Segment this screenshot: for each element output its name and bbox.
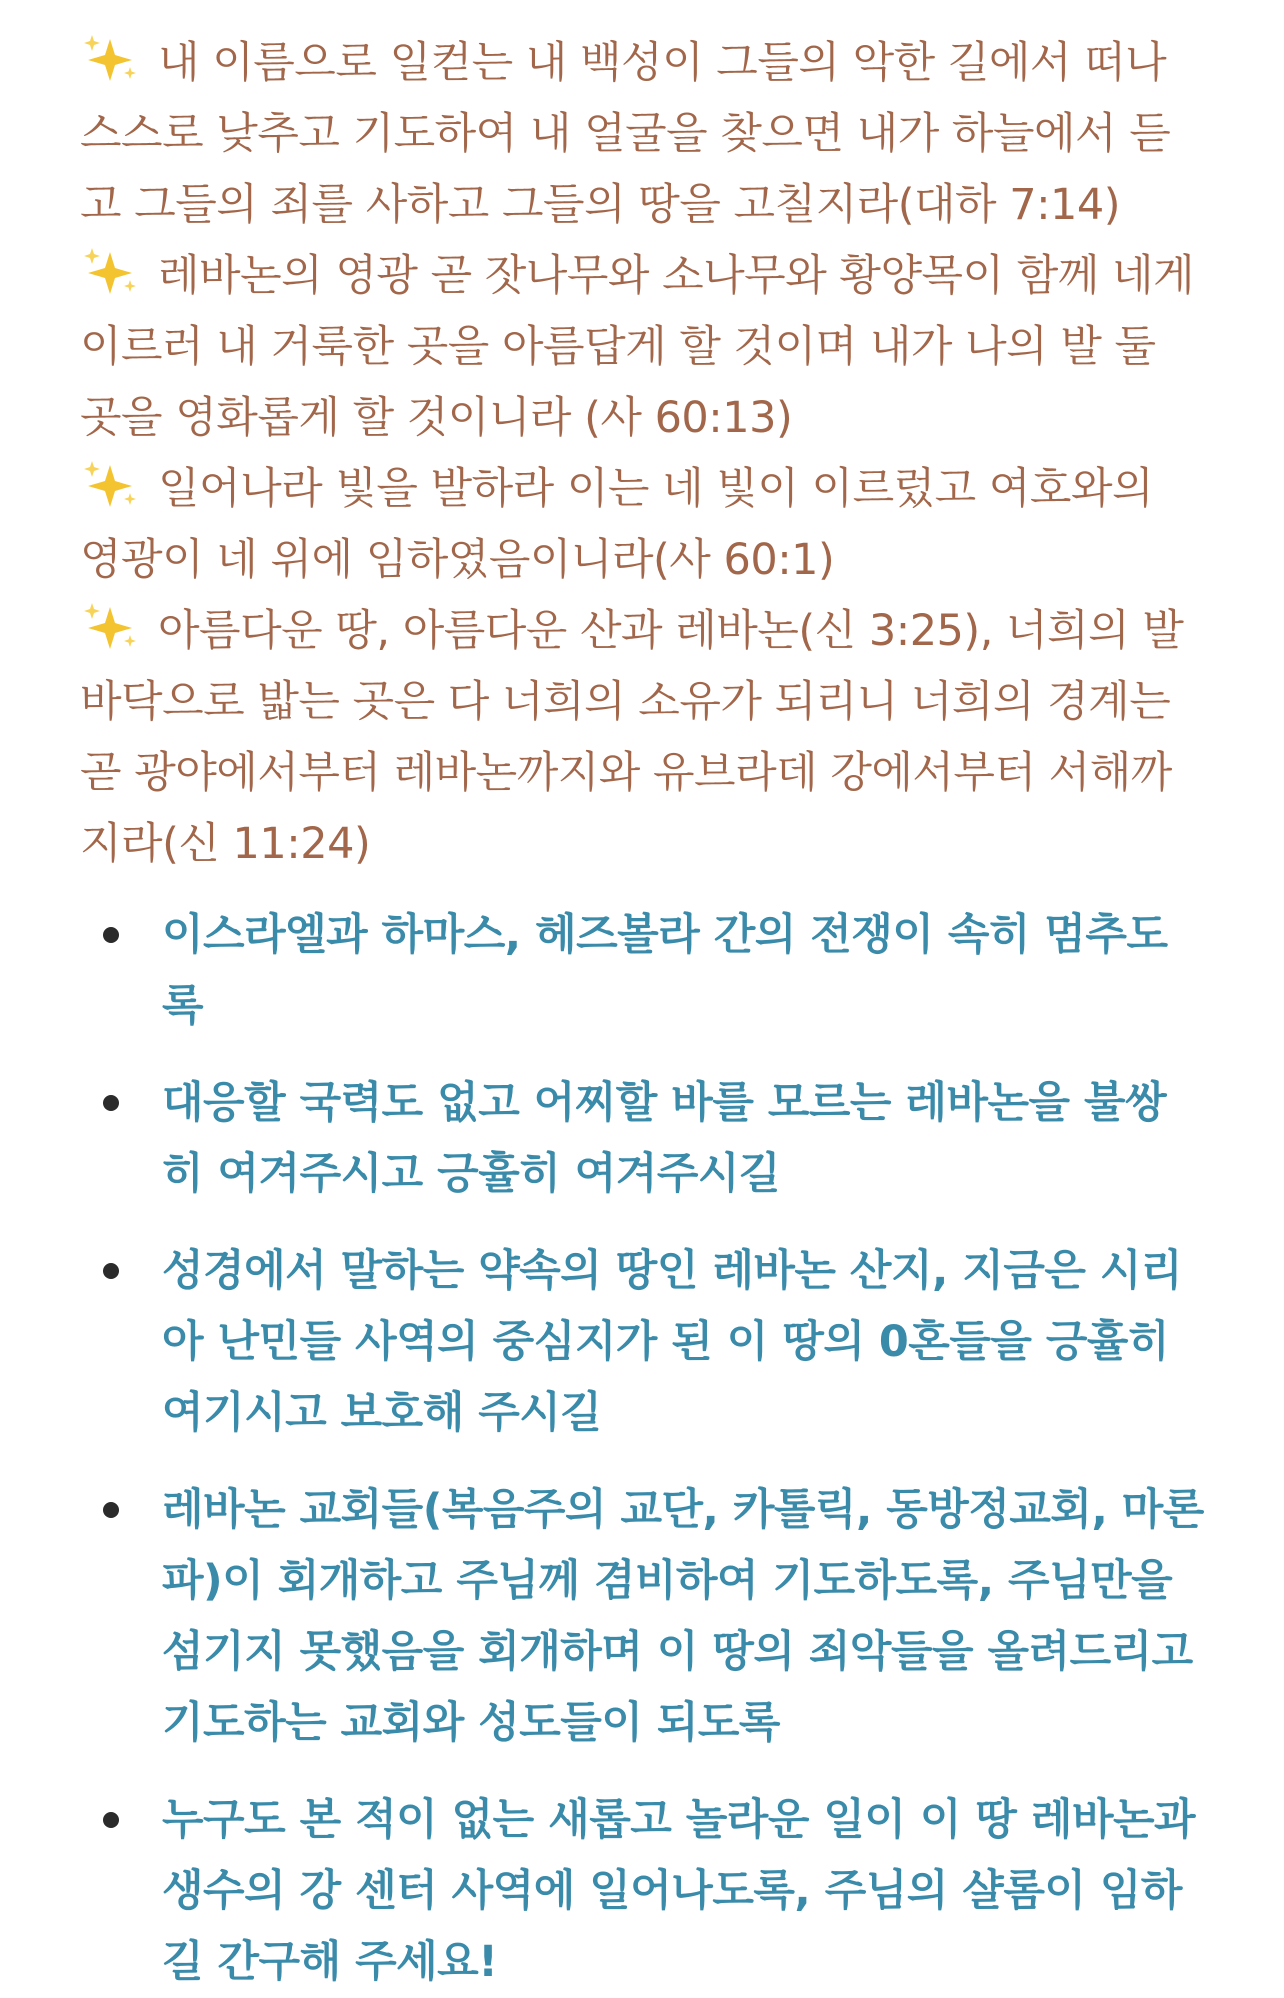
bullet-icon [103,1263,119,1279]
prayer-text: 대응할 국력도 없고 어찌할 바를 모르는 레바논을 불쌍히 여겨주시고 긍휼히 여겨주시길 [162,1078,1167,1199]
prayer-text: 성경에서 말하는 약속의 땅인 레바논 산지, 지금은 시리아 난민들 사역의 중심지가 된 이 땅의 0혼들을 긍휼히 여기시고 보호해 주시길 [162,1246,1182,1438]
prayer-text: 누구도 본 적이 없는 새롭고 놀라운 일이 이 땅 레바논과 생수의 강 센터 사역에 일어나도록, 주님의 샬롬이 임하길 간구해 주세요! [162,1795,1196,1987]
verse-text: 내 이름으로 일컫는 내 백성이 그들의 악한 길에서 떠나 스스로 낮추고 기도하여 내 얼굴을 찾으면 내가 하늘에서 듣고 그들의 죄를 사하고 그들의 땅을 고칠지라(대하 7:14) [80,38,1171,230]
verse-text: 일어나라 빛을 발하라 이는 네 빛이 이르렀고 여호와의 영광이 네 위에 임하였음이니라(사 60:1) [80,464,1154,585]
verse-item [80,28,1204,241]
prayer-text: 레바논 교회들(복음주의 교단, 카톨릭, 동방정교회, 마론파)이 회개하고 주님께 겸비하여 기도하도록, 주님만을 섬기지 못했음을 회개하며 이 땅의 죄악들을 올려드리고 기도하는 교회와 성도들이 되도록 [162,1485,1204,1748]
sparkles-icon [80,33,140,85]
sparkles-icon [80,601,140,653]
sparkles-icon [80,459,140,511]
bullet-icon [103,1502,119,1518]
bullet-icon [103,927,119,943]
bullet-icon [103,1812,119,1828]
verse-text: 레바논의 영광 곧 잣나무와 소나무와 황양목이 함께 네게 이르러 내 거룩한 곳을 아름답게 할 것이며 내가 나의 발 둘 곳을 영화롭게 할 것이니라 (사 60:13) [80,251,1195,443]
list-item [80,1475,1204,1759]
verse-item [80,596,1204,880]
scripture-verses [80,28,1204,880]
list-item [80,1068,1204,1210]
bullet-icon [103,1095,119,1111]
prayer-list [80,900,1204,1998]
verse-item [80,241,1204,454]
list-item [80,900,1204,1042]
verse-text: 아름다운 땅, 아름다운 산과 레바논(신 3:25), 너희의 발바닥으로 밟는 곳은 다 너희의 소유가 되리니 너희의 경계는 곧 광야에서부터 레바논까지와 유브라데 강에서부터 서해까지라(신 11:24) [80,606,1184,869]
verse-item [80,454,1204,596]
list-item [80,1785,1204,1998]
prayer-text: 이스라엘과 하마스, 헤즈볼라 간의 전쟁이 속히 멈추도록 [162,910,1168,1031]
list-item [80,1236,1204,1449]
sparkles-icon [80,246,140,298]
